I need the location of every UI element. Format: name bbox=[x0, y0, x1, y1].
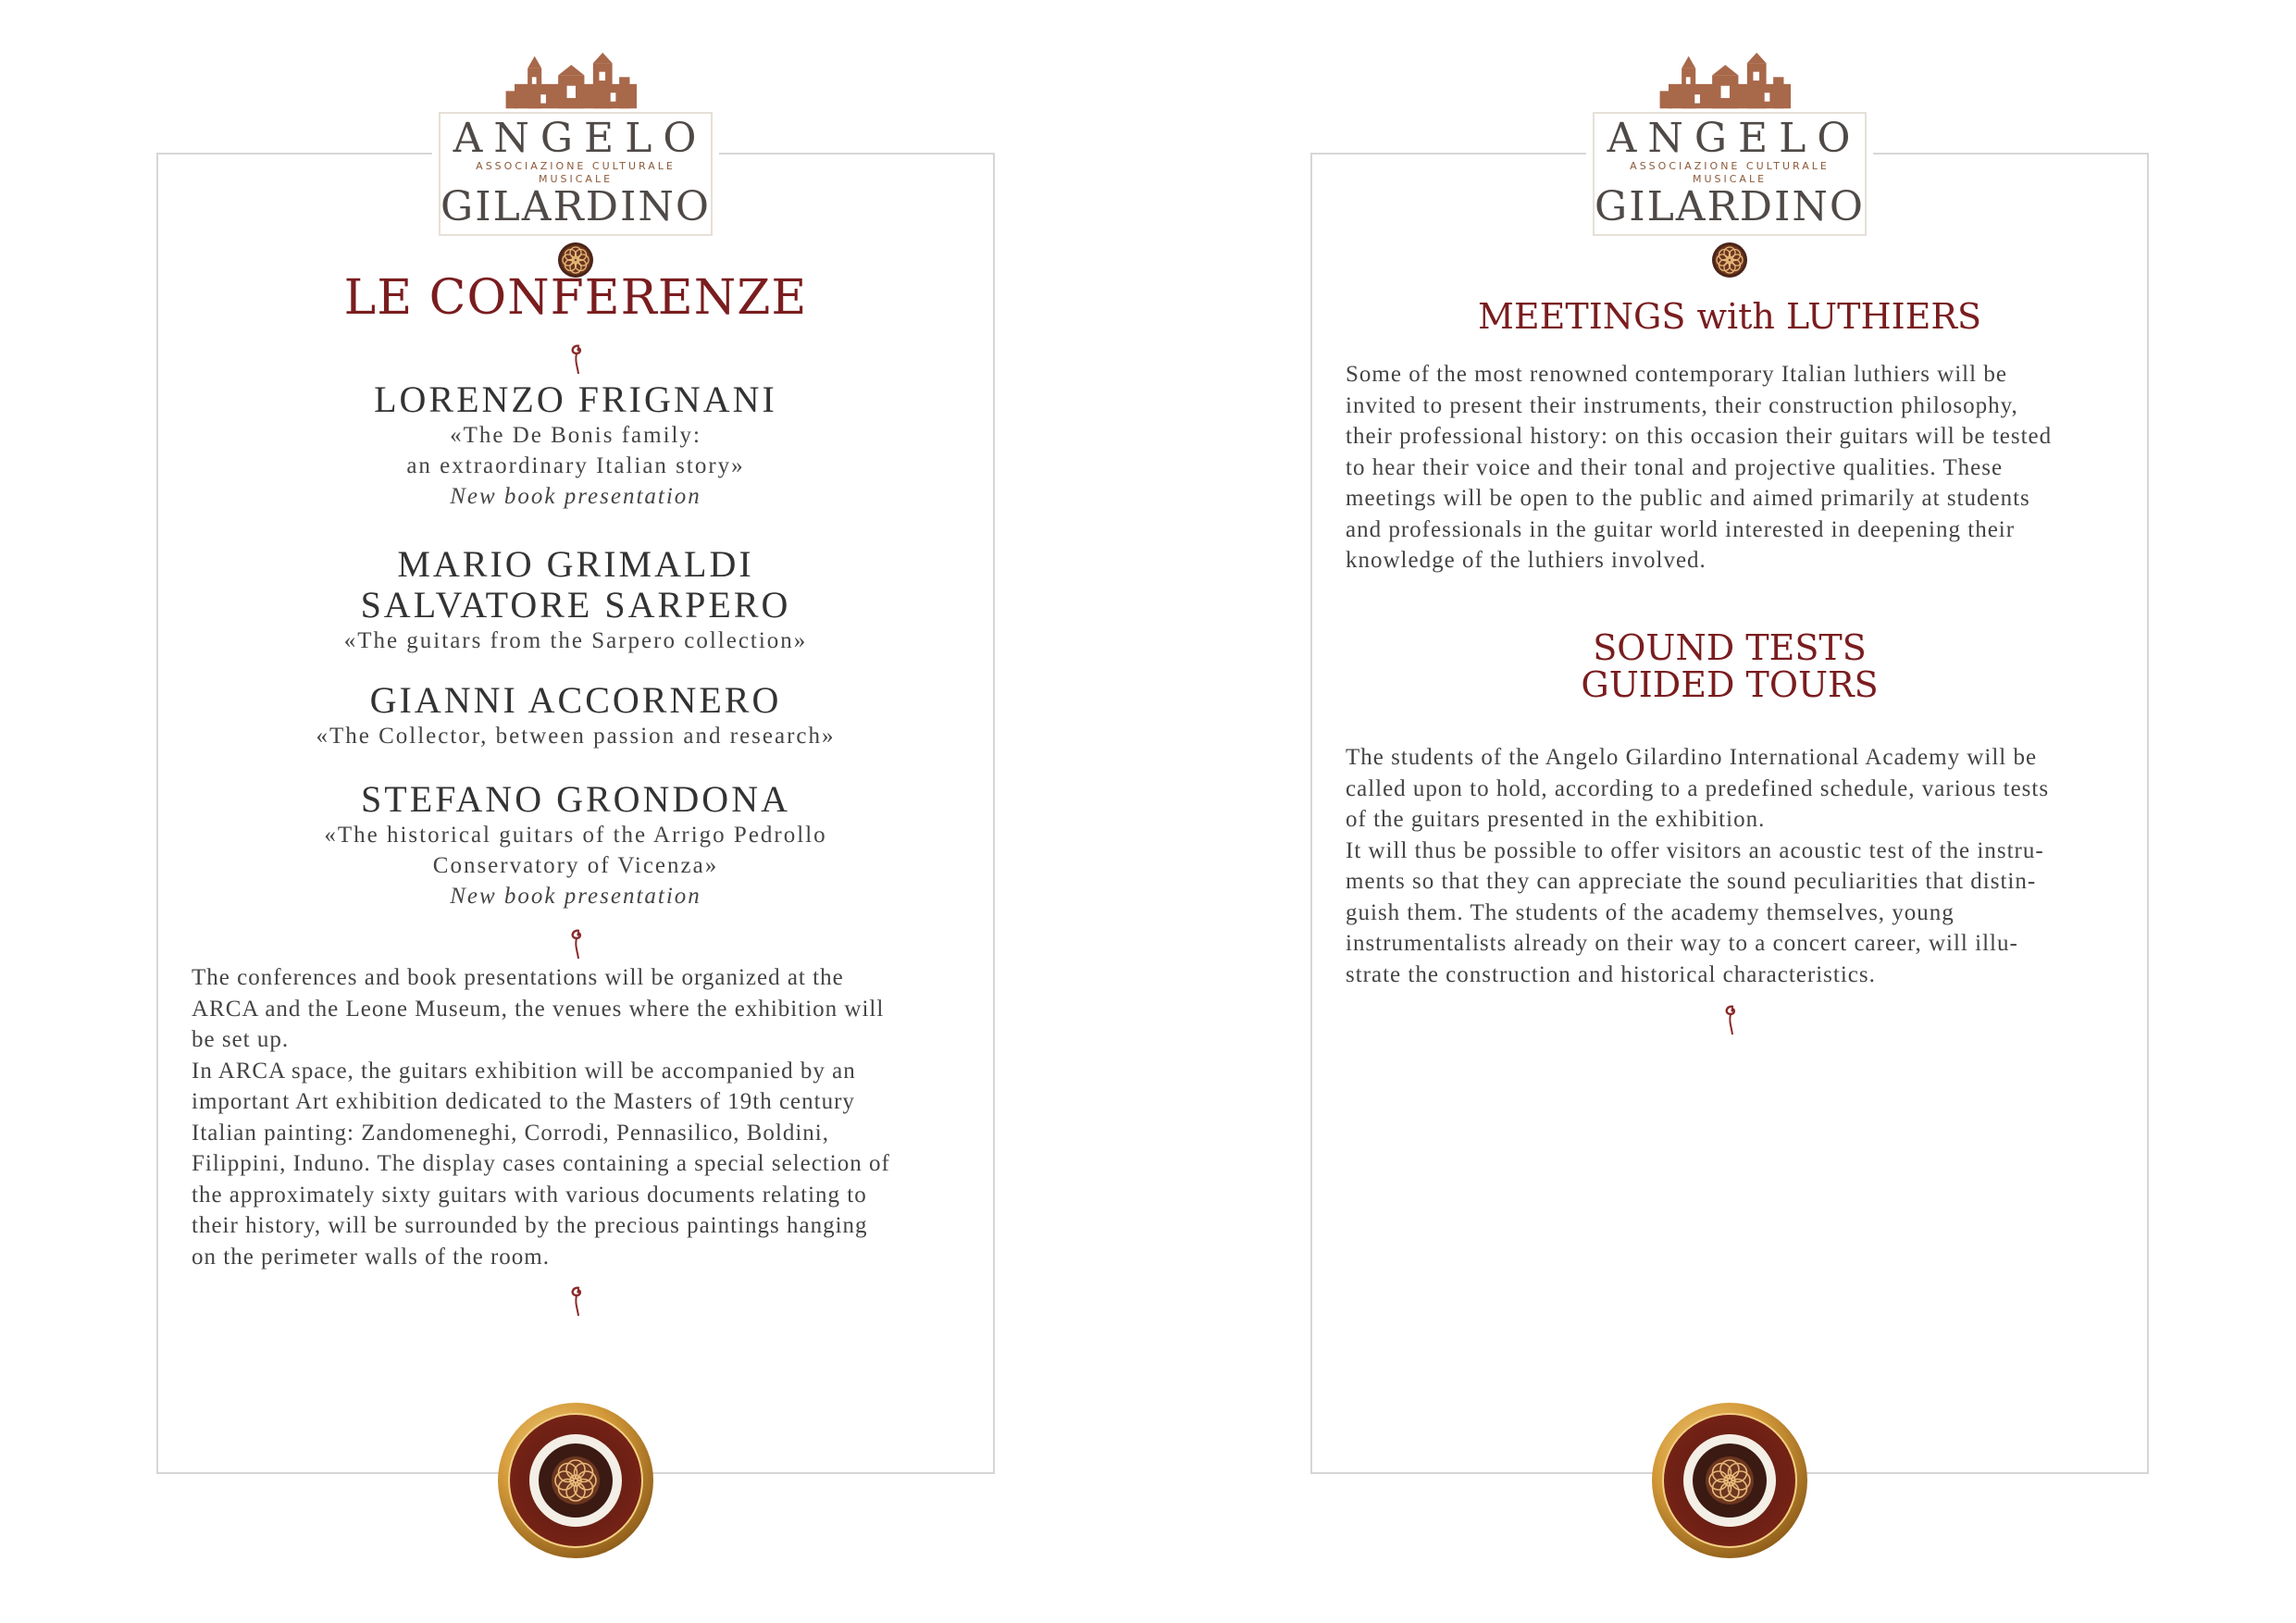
talk-item bbox=[156, 544, 995, 656]
paragraph-line: In ARCA space, the guitars exhibition will be accompanied by an bbox=[192, 1058, 856, 1084]
paragraph-line: to hear their voice and their tonal and projective qualities. These bbox=[1346, 454, 2004, 480]
paragraph-line: knowledge of the luthiers involved. bbox=[1346, 548, 1706, 573]
speaker-name: STEFANO GRONDONA bbox=[361, 778, 790, 820]
academy-seal-icon bbox=[497, 1402, 654, 1559]
association-logo bbox=[432, 51, 719, 245]
section-title-meetings: MEETINGS with LUTHIERS bbox=[1477, 296, 1982, 337]
paragraph-line: invited to present their instruments, their construction philosophy, bbox=[1346, 392, 2018, 418]
rose-window-icon bbox=[1711, 242, 1748, 279]
paragraph-line: called upon to hold, according to a predefined schedule, various tests bbox=[1346, 775, 2050, 801]
talk-title-line: «The guitars from the Sarpero collection» bbox=[343, 628, 808, 653]
paragraph-line: on the perimeter walls of the room. bbox=[192, 1244, 550, 1270]
paragraph-line: important Art exhibition dedicated to the Masters of 19th century bbox=[192, 1089, 855, 1114]
speaker-name: GIANNI ACCORNERO bbox=[369, 679, 782, 721]
logo-wordmark bbox=[1593, 112, 1867, 236]
section-title-line: SOUND TESTS bbox=[1593, 627, 1867, 668]
talk-item bbox=[156, 379, 995, 512]
castle-icon bbox=[488, 51, 664, 112]
paragraph-line: the approximately sixty guitars with various documents relating to bbox=[192, 1182, 867, 1208]
section-title-line: GUIDED TOURS bbox=[1581, 664, 1879, 705]
talk-title-line: Conservatory of Vicenza» bbox=[432, 853, 719, 878]
paragraph-line: It will thus be possible to offer visitors an acoustic test of the instru- bbox=[1346, 837, 2044, 863]
meetings-paragraph bbox=[1346, 359, 2116, 576]
paragraph-line: strate the construction and historical characteristics. bbox=[1346, 961, 1876, 987]
logo-wordmark bbox=[439, 112, 713, 236]
paragraph-line: ments so that they can appreciate the sound peculiarities that distin- bbox=[1346, 869, 2037, 894]
paragraph-line: of the guitars presented in the exhibition. bbox=[1346, 807, 1766, 832]
paragraph-line: their history, will be surrounded by the precious paintings hanging bbox=[192, 1213, 868, 1238]
paragraph-line: their professional history: on this occasion their guitars will be tested bbox=[1346, 424, 2053, 449]
paragraph-line: The students of the Angelo Gilardino International Academy will be bbox=[1346, 745, 2038, 770]
ornament-icon bbox=[566, 925, 587, 960]
talk-title-line: «The historical guitars of the Arrigo Pedrollo bbox=[324, 823, 827, 848]
logo-line-gilardino: GILARDINO bbox=[1595, 183, 1865, 230]
page-title: LE CONFERENZE bbox=[343, 270, 808, 326]
paragraph-line: and professionals in the guitar world interested in deepening their bbox=[1346, 516, 2016, 542]
logo-line-gilardino: GILARDINO bbox=[441, 183, 711, 230]
paragraph-line: meetings will be open to the public and aimed primarily at students bbox=[1346, 486, 2030, 511]
speaker-name: MARIO GRIMALDI bbox=[397, 543, 754, 585]
ornament-icon bbox=[566, 341, 587, 376]
paragraph-line: be set up. bbox=[192, 1027, 290, 1052]
logo-line-angelo: ANGELO bbox=[1607, 115, 1862, 162]
talk-note: New book presentation bbox=[450, 884, 701, 909]
castle-icon bbox=[1642, 51, 1818, 112]
paragraph-line: Filippini, Induno. The display cases containing a special selection of bbox=[192, 1151, 890, 1176]
talk-item bbox=[156, 680, 995, 751]
paragraph-line: Some of the most renowned contemporary Italian luthiers will be bbox=[1346, 362, 2007, 387]
logo-line-subtitle: ASSOCIAZIONE CULTURALE MUSICALE bbox=[476, 160, 676, 185]
association-logo bbox=[1586, 51, 1873, 245]
talk-title-line: an extraordinary Italian story» bbox=[406, 453, 745, 478]
paragraph-line: The conferences and book presentations will be organized at the bbox=[192, 965, 844, 990]
logo-line-subtitle: ASSOCIAZIONE CULTURALE MUSICALE bbox=[1630, 160, 1830, 185]
conferences-paragraph bbox=[192, 962, 962, 1272]
ornament-icon bbox=[1720, 1001, 1741, 1036]
talk-title-line: «The Collector, between passion and research» bbox=[316, 724, 836, 749]
talk-note: New book presentation bbox=[450, 484, 701, 509]
sound-tests-paragraph bbox=[1346, 742, 2116, 990]
logo-line-angelo: ANGELO bbox=[453, 115, 708, 162]
section-title-sound-tests bbox=[1310, 629, 2149, 703]
speaker-name: LORENZO FRIGNANI bbox=[374, 378, 777, 420]
paragraph-line: ARCA and the Leone Museum, the venues where the exhibition will bbox=[192, 996, 885, 1022]
talk-item bbox=[156, 779, 995, 911]
paragraph-line: guish them. The students of the academy themselves, young bbox=[1346, 899, 1955, 925]
academy-seal-icon bbox=[1651, 1402, 1808, 1559]
ornament-icon bbox=[566, 1282, 587, 1318]
speaker-name: SALVATORE SARPERO bbox=[360, 584, 791, 626]
paragraph-line: Italian painting: Zandomeneghi, Corrodi, Pennasilico, Boldini, bbox=[192, 1120, 829, 1146]
paragraph-line: instrumentalists already on their way to a concert career, will illu- bbox=[1346, 931, 2018, 956]
talk-title-line: «The De Bonis family: bbox=[450, 423, 701, 448]
